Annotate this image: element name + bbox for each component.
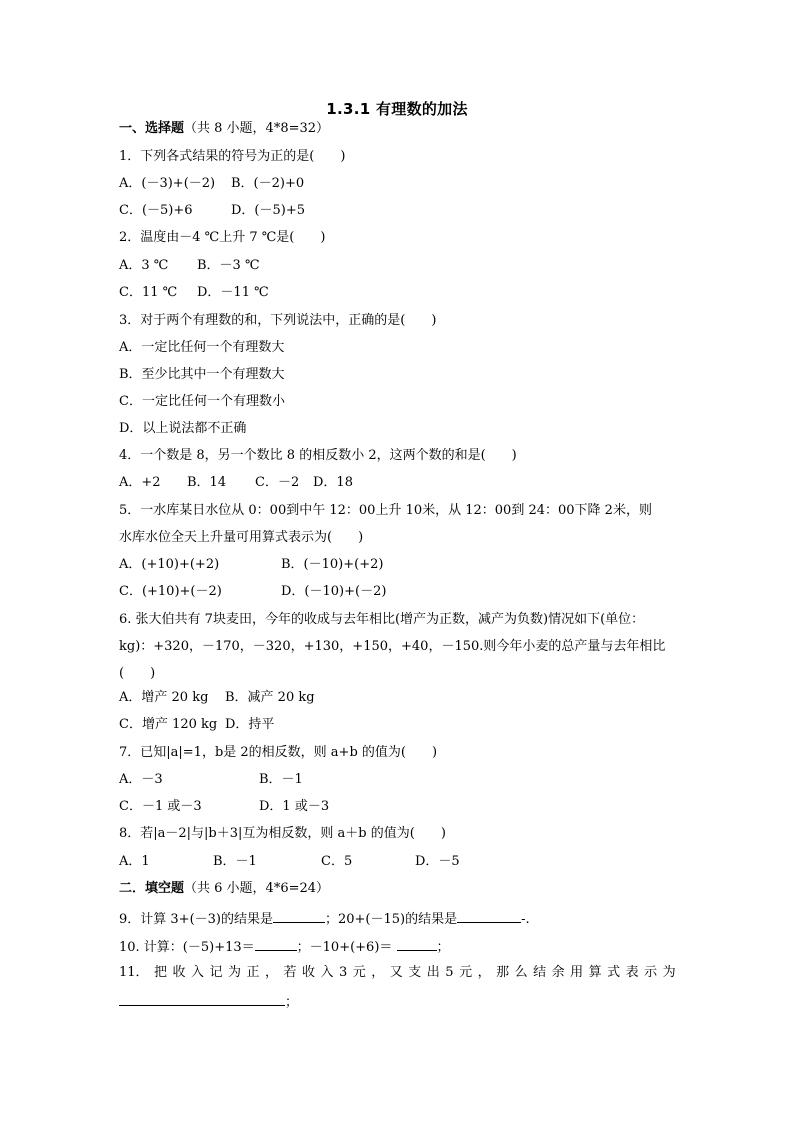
option-d: D．－5	[415, 854, 460, 869]
question-2-options-cd	[119, 285, 269, 301]
question-1-stem: 1．下列各式结果的符号为正的是( )	[119, 149, 346, 164]
q11-char: 入	[191, 965, 205, 980]
option-d: D．18	[313, 475, 353, 490]
q11-char: 算	[588, 965, 602, 980]
option-c: C．－2	[255, 475, 300, 490]
question-5-options-ab	[119, 557, 383, 573]
q11-char: 结	[533, 965, 547, 980]
option-d: D．－11 ℃	[197, 285, 269, 300]
answer-blank[interactable]	[457, 909, 521, 923]
option-b: B．14	[187, 475, 227, 490]
option-a: A．(－3)+(－2)	[119, 176, 216, 191]
option-d: D．持平	[225, 717, 275, 732]
option-d: D．(－5)+5	[231, 203, 306, 218]
question-4-options	[119, 475, 353, 491]
q11-char: 用	[570, 965, 584, 980]
answer-blank[interactable]	[273, 909, 325, 923]
section-title: 一、选择题	[119, 121, 185, 136]
question-10-part2: ；－10+(+6)＝	[296, 940, 397, 955]
question-1-options-ab	[119, 176, 304, 192]
question-11-line2	[119, 992, 298, 1011]
option-a: A．+2	[119, 475, 161, 490]
option-b: B．－3 ℃	[197, 258, 260, 273]
q11-char: ，	[265, 965, 279, 980]
q11-char: 那	[496, 965, 510, 980]
question-6-options-ab	[119, 690, 315, 706]
q11-char: 么	[514, 965, 528, 980]
q11-char: 正	[246, 965, 260, 980]
q11-char: 为	[228, 965, 242, 980]
q11-char: 式	[607, 965, 621, 980]
option-a: A．－3	[119, 772, 163, 787]
question-3-option-c: C．一定比任何一个有理数小	[119, 394, 285, 409]
option-b: B．－1	[259, 772, 303, 787]
option-c: C．(－5)+6	[119, 203, 193, 218]
section-note: （共 8 小题，4*8=32）	[184, 121, 330, 136]
q11-char: ，	[477, 965, 491, 980]
option-a: A．1	[119, 854, 150, 869]
q11-char: 又	[389, 965, 403, 980]
q11-char: 若	[283, 965, 297, 980]
q11-char: 记	[209, 965, 223, 980]
question-3-option-a: A．一定比任何一个有理数大	[119, 340, 285, 355]
question-6-stem-line2: kg)：+320，－170，－320，+130，+150，+40，－150.则今年小麦的总产量与去年相比	[119, 639, 666, 654]
answer-blank[interactable]	[397, 937, 437, 951]
q11-char: 余	[551, 965, 565, 980]
q11-char: 5	[445, 965, 454, 980]
option-b: B．(－2)+0	[231, 176, 305, 191]
q11-char: 示	[644, 965, 658, 980]
question-11-line1	[119, 965, 676, 981]
question-8-options	[119, 854, 460, 870]
question-10-part1: 10. 计算：(－5)+13＝	[119, 940, 255, 955]
question-5-stem-line1: 5．一水库某日水位从 0：00到中午 12：00上升 10米，从 12：00到 24：00下降 2米，则	[119, 503, 652, 518]
answer-blank[interactable]	[255, 937, 297, 951]
question-2-stem: 2．温度由－4 ℃上升 7 ℃是( )	[119, 230, 326, 245]
answer-blank[interactable]	[119, 992, 285, 1006]
question-9	[119, 909, 530, 928]
option-c: C．(+10)+(－2)	[119, 584, 222, 599]
q11-char: 入	[320, 965, 334, 980]
option-c: C．增产 120 kg	[119, 717, 218, 732]
q11-char: 元	[352, 965, 366, 980]
question-8-stem: 8．若|a－2|与|b＋3|互为相反数，则 a＋b 的值为( )	[119, 826, 446, 841]
option-b: B．(－10)+(+2)	[281, 557, 384, 572]
question-7-stem: 7．已知|a|=1，b是 2的相反数，则 a+b 的值为( )	[119, 745, 438, 760]
question-2-options-ab	[119, 258, 260, 274]
question-5-stem-line2: 水库水位全天上升量可用算式表示为( )	[119, 530, 364, 545]
question-6-stem-line1: 6. 张大伯共有 7块麦田，今年的收成与去年相比(增产为正数，减产为负数)情况如下(单位：	[119, 612, 645, 627]
question-9-part2: ；20+(－15)的结果是	[324, 912, 458, 927]
section-heading-fill	[119, 881, 329, 897]
question-4-stem: 4．一个数是 8，另一个数比 8 的相反数小 2，这两个数的和是( )	[119, 448, 517, 463]
question-3-option-b: B．至少比其中一个有理数大	[119, 367, 285, 382]
option-c: C．11 ℃	[119, 285, 178, 300]
page-title: 1.3.1 有理数的加法	[326, 100, 468, 118]
question-6-stem-line3: ( )	[119, 666, 156, 681]
question-10	[119, 937, 450, 956]
q11-char: 元	[459, 965, 473, 980]
option-b: B．减产 20 kg	[225, 690, 315, 705]
question-7-options-cd	[119, 799, 329, 815]
section-title: 二．填空题	[119, 881, 185, 896]
question-3-option-d: D．以上说法都不正确	[119, 421, 247, 436]
option-c: C．－1 或－3	[119, 799, 202, 814]
option-a: A．3 ℃	[119, 258, 169, 273]
question-11-end: ；	[285, 995, 299, 1010]
question-7-options-ab	[119, 772, 303, 788]
q11-char: 收	[302, 965, 316, 980]
q11-char: 为	[662, 965, 676, 980]
question-10-part3: ；	[436, 940, 450, 955]
q11-char: 把	[154, 965, 168, 980]
option-a: A．增产 20 kg	[119, 690, 209, 705]
question-9-part1: 9．计算 3+(－3)的结果是	[119, 912, 273, 927]
q11-char: 支	[408, 965, 422, 980]
option-d: D．1 或－3	[259, 799, 330, 814]
option-a: A．(+10)+(+2)	[119, 557, 220, 572]
section-heading-choice	[119, 121, 329, 137]
question-9-part3: -.	[521, 912, 530, 927]
q11-char: ，	[371, 965, 385, 980]
section-note: （共 6 小题，4*6=24）	[184, 881, 330, 896]
q11-char: 收	[172, 965, 186, 980]
option-c: C．5	[321, 854, 353, 869]
q11-char: 出	[426, 965, 440, 980]
option-b: B．－1	[213, 854, 257, 869]
question-6-options-cd	[119, 717, 274, 733]
q11-char: 3	[339, 965, 348, 980]
option-d: D．(－10)+(－2)	[281, 584, 387, 599]
q11-char: 表	[625, 965, 639, 980]
question-1-options-cd	[119, 203, 305, 219]
question-3-stem: 3．对于两个有理数的和，下列说法中，正确的是( )	[119, 313, 437, 328]
question-5-options-cd	[119, 584, 386, 600]
q11-char: 11．	[119, 965, 149, 980]
